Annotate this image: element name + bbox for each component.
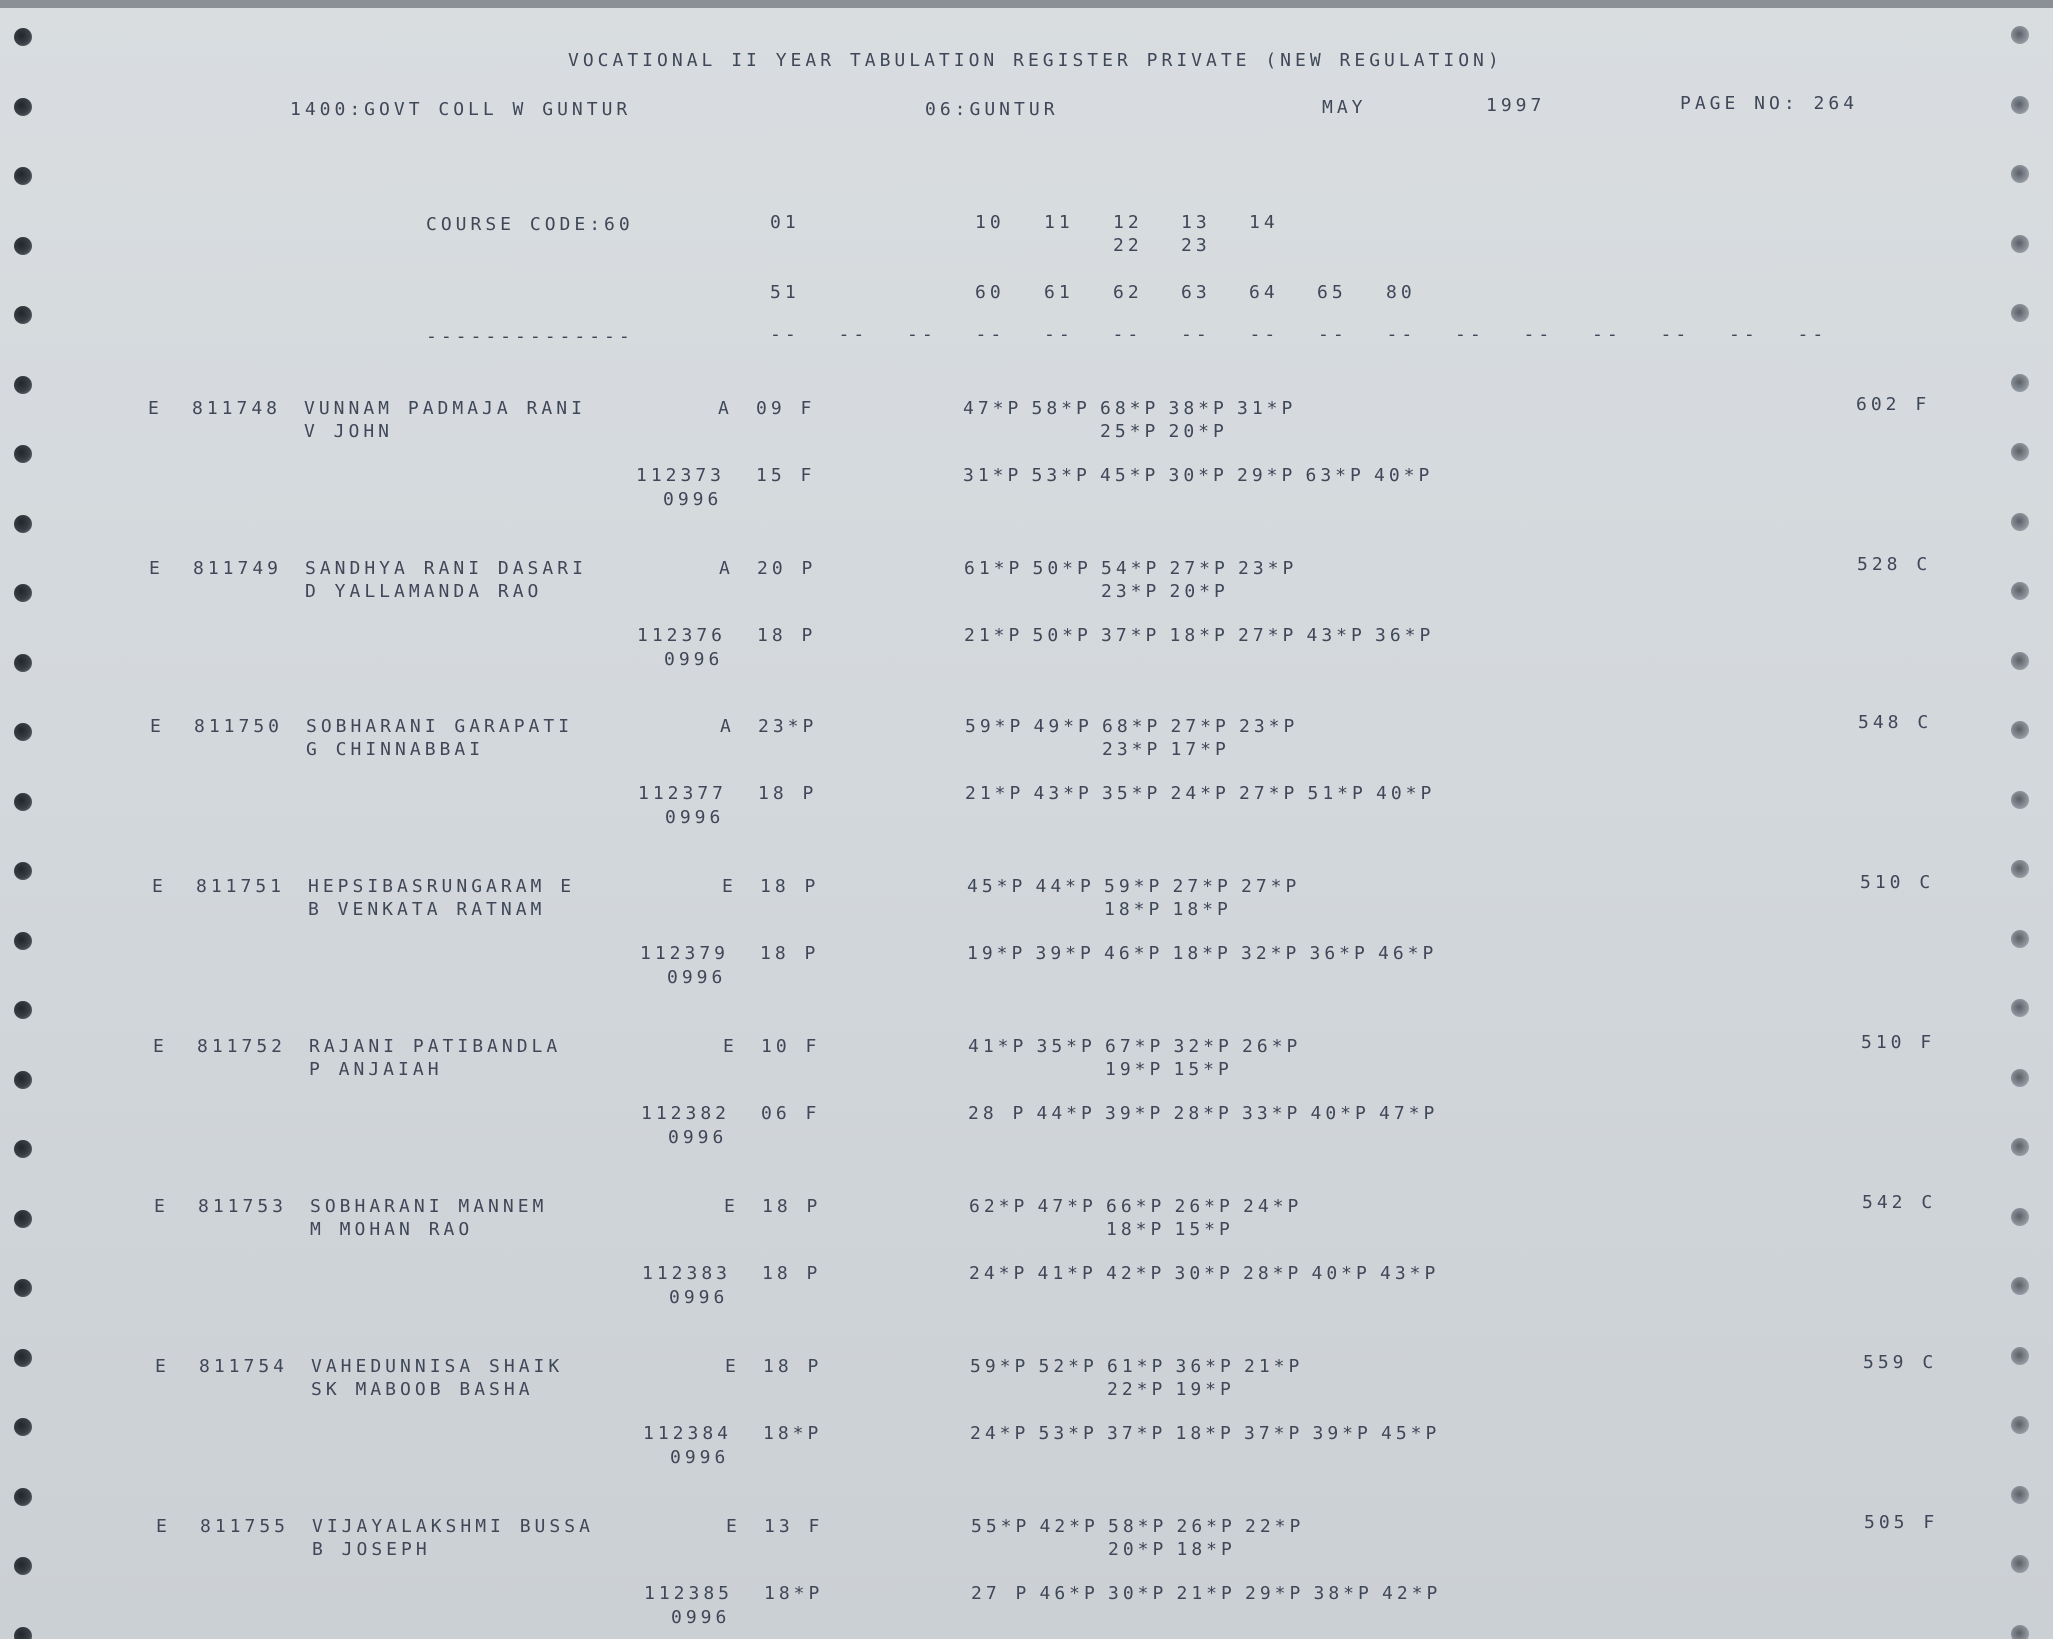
column-dash: -- bbox=[975, 324, 1006, 345]
subject-mark: 50*P bbox=[1032, 625, 1092, 646]
column-dash: -- bbox=[838, 324, 869, 345]
record-prefix: E bbox=[155, 1356, 170, 1377]
centre-code-sub: 0996 bbox=[664, 649, 724, 670]
feed-hole bbox=[14, 306, 32, 324]
grand-total: 559 C bbox=[1863, 1352, 1938, 1373]
subject-mark-sub: 20*P bbox=[1169, 581, 1229, 602]
subject-mark: 35*P bbox=[1102, 783, 1162, 804]
feed-hole bbox=[2011, 96, 2029, 114]
grand-total: 510 F bbox=[1861, 1032, 1936, 1053]
subject-code: 60 bbox=[975, 282, 1005, 303]
subject-mark: 40*P bbox=[1310, 1103, 1370, 1124]
centre-code: 112385 bbox=[644, 1583, 734, 1604]
subject-mark: 54*P bbox=[1101, 558, 1161, 579]
subject-mark: 19*P bbox=[967, 943, 1027, 964]
centre-code-sub: 0996 bbox=[667, 967, 727, 988]
centre-code-sub: 0996 bbox=[668, 1127, 728, 1148]
part1-marks: 10 F bbox=[761, 1036, 821, 1057]
subject-code: 11 bbox=[1044, 212, 1074, 233]
subject-mark-sub: 25*P bbox=[1100, 421, 1160, 442]
subject-mark-sub: 19*P bbox=[1175, 1379, 1235, 1400]
record-prefix: E bbox=[148, 398, 163, 419]
subject-mark-sub: 15*P bbox=[1173, 1059, 1233, 1080]
subject-mark-sub: 23*P bbox=[1102, 739, 1162, 760]
feed-hole bbox=[2011, 304, 2029, 322]
subject-mark: 66*P bbox=[1106, 1196, 1166, 1217]
subject-code: 61 bbox=[1044, 282, 1074, 303]
column-dash: -- bbox=[1729, 324, 1759, 345]
subject-mark: 61*P bbox=[964, 558, 1024, 579]
feed-hole bbox=[14, 1140, 32, 1158]
centre-code-sub: 0996 bbox=[665, 807, 725, 828]
column-dash: -- bbox=[1523, 324, 1554, 345]
feed-hole bbox=[14, 793, 32, 811]
subject-mark: 23*P bbox=[1238, 558, 1298, 579]
subject-mark: 59*P bbox=[965, 716, 1025, 737]
feed-hole bbox=[2011, 513, 2029, 531]
grand-total: 528 C bbox=[1857, 554, 1932, 575]
subject-mark: 22*P bbox=[1245, 1516, 1305, 1537]
grand-total: 602 F bbox=[1856, 394, 1931, 415]
feed-hole bbox=[14, 376, 32, 394]
subject-mark: 27*P bbox=[1172, 876, 1232, 897]
subject-mark: 46*P bbox=[1104, 943, 1164, 964]
centre-code-sub: 0996 bbox=[670, 1447, 730, 1468]
feed-hole bbox=[14, 584, 32, 602]
centre-code: 112379 bbox=[640, 943, 730, 964]
student-name: RAJANI PATIBANDLA bbox=[309, 1036, 562, 1057]
record-prefix: E bbox=[156, 1516, 171, 1537]
guardian-name: B VENKATA RATNAM bbox=[308, 899, 546, 920]
feed-hole bbox=[2011, 721, 2029, 739]
roll-number: 811751 bbox=[196, 876, 286, 897]
roll-number: 811755 bbox=[200, 1516, 290, 1537]
category: A bbox=[720, 716, 735, 737]
subject-mark: 24*P bbox=[969, 1263, 1029, 1284]
feed-hole bbox=[14, 1488, 32, 1506]
subject-mark: 37*P bbox=[1244, 1423, 1304, 1444]
record-prefix: E bbox=[152, 876, 167, 897]
feed-hole bbox=[14, 1557, 32, 1575]
subject-mark: 23*P bbox=[1239, 716, 1299, 737]
subject-mark: 21*P bbox=[1176, 1583, 1236, 1604]
roll-number: 811748 bbox=[192, 398, 282, 419]
subject-code: 14 bbox=[1249, 212, 1279, 233]
subject-mark: 68*P bbox=[1102, 716, 1162, 737]
subject-code: 63 bbox=[1181, 282, 1211, 303]
subject-mark: 43*P bbox=[1033, 783, 1093, 804]
feed-hole bbox=[14, 1210, 32, 1228]
record-prefix: E bbox=[153, 1036, 168, 1057]
subject-mark: 45*P bbox=[967, 876, 1027, 897]
roll-number: 811749 bbox=[193, 558, 283, 579]
category: E bbox=[724, 1196, 739, 1217]
subject-code: 64 bbox=[1249, 282, 1279, 303]
page-number: PAGE NO: 264 bbox=[1680, 93, 1859, 114]
subject-mark: 40*P bbox=[1374, 465, 1434, 486]
subject-mark-sub: 23*P bbox=[1101, 581, 1161, 602]
grand-total: 510 C bbox=[1860, 872, 1935, 893]
subject-mark: 30*P bbox=[1168, 465, 1228, 486]
subject-mark: 30*P bbox=[1174, 1263, 1234, 1284]
subject-mark: 40*P bbox=[1376, 783, 1436, 804]
centre-code: 112373 bbox=[636, 465, 726, 486]
subject-mark: 28*P bbox=[1173, 1103, 1233, 1124]
subject-mark: 32*P bbox=[1173, 1036, 1233, 1057]
subject-mark: 28*P bbox=[1243, 1263, 1303, 1284]
feed-hole bbox=[2011, 443, 2029, 461]
feed-hole bbox=[14, 98, 32, 116]
subject-mark: 35*P bbox=[1036, 1036, 1096, 1057]
roll-number: 811752 bbox=[197, 1036, 287, 1057]
feed-hole bbox=[14, 1001, 32, 1019]
subject-mark: 27*P bbox=[1238, 625, 1298, 646]
part2-marks: 18 P bbox=[762, 1263, 822, 1284]
subject-code: 65 bbox=[1317, 282, 1347, 303]
subject-mark: 63*P bbox=[1305, 465, 1365, 486]
feed-hole bbox=[2011, 1486, 2029, 1504]
grand-total: 542 C bbox=[1862, 1192, 1937, 1213]
roll-number: 811750 bbox=[194, 716, 284, 737]
subject-mark-sub: 20*P bbox=[1108, 1539, 1168, 1560]
feed-hole bbox=[2011, 1208, 2029, 1226]
subject-code-sub: 23 bbox=[1181, 235, 1211, 256]
subject-mark-sub: 18*P bbox=[1172, 899, 1232, 920]
subject-mark: 46*P bbox=[1039, 1583, 1099, 1604]
feed-hole bbox=[2011, 930, 2029, 948]
subject-mark: 30*P bbox=[1108, 1583, 1168, 1604]
centre-code: 112384 bbox=[643, 1423, 733, 1444]
district-name: 06:GUNTUR bbox=[925, 99, 1059, 120]
part1-marks: 18 P bbox=[760, 876, 820, 897]
subject-mark: 36*P bbox=[1175, 1356, 1235, 1377]
subject-mark: 18*P bbox=[1172, 943, 1232, 964]
subject-mark: 67*P bbox=[1105, 1036, 1165, 1057]
subject-mark: 27*P bbox=[1169, 558, 1229, 579]
subject-mark-sub: 18*P bbox=[1104, 899, 1164, 920]
student-name: VUNNAM PADMAJA RANI bbox=[304, 398, 586, 419]
student-name: SANDHYA RANI DASARI bbox=[305, 558, 587, 579]
subject-mark: 47*P bbox=[963, 398, 1023, 419]
subject-mark: 41*P bbox=[1037, 1263, 1097, 1284]
column-dash: -- bbox=[1112, 324, 1143, 345]
subject-mark: 21*P bbox=[1244, 1356, 1304, 1377]
subject-code: 62 bbox=[1113, 282, 1143, 303]
category: A bbox=[719, 558, 734, 579]
subject-mark: 61*P bbox=[1107, 1356, 1167, 1377]
subject-mark: 59*P bbox=[970, 1356, 1030, 1377]
part2-marks: 18 P bbox=[757, 625, 817, 646]
subject-mark: 36*P bbox=[1375, 625, 1435, 646]
subject-mark: 28 P bbox=[968, 1103, 1028, 1124]
subject-mark: 39*P bbox=[1035, 943, 1095, 964]
subject-mark: 52*P bbox=[1038, 1356, 1098, 1377]
subject-mark: 33*P bbox=[1242, 1103, 1302, 1124]
column-dash: -- bbox=[1797, 324, 1828, 345]
feed-hole bbox=[14, 1071, 32, 1089]
column-dash: -- bbox=[1455, 324, 1485, 345]
centre-code: 112383 bbox=[642, 1263, 732, 1284]
category: E bbox=[725, 1356, 740, 1377]
course-code: COURSE CODE:60 bbox=[426, 214, 634, 235]
grand-total: 505 F bbox=[1864, 1512, 1939, 1533]
feed-hole bbox=[14, 445, 32, 463]
exam-year: 1997 bbox=[1486, 95, 1546, 116]
subject-mark-sub: 17*P bbox=[1170, 739, 1230, 760]
feed-hole bbox=[14, 1349, 32, 1367]
part2-marks: 15 F bbox=[756, 465, 816, 486]
feed-hole bbox=[14, 28, 32, 46]
subject-mark: 21*P bbox=[965, 783, 1025, 804]
subject-mark: 53*P bbox=[1038, 1423, 1098, 1444]
part1-marks: 13 F bbox=[764, 1516, 824, 1537]
centre-code-sub: 0996 bbox=[671, 1607, 731, 1628]
subject-mark: 39*P bbox=[1105, 1103, 1165, 1124]
column-dash: -- bbox=[907, 324, 937, 345]
subject-mark: 26*P bbox=[1242, 1036, 1302, 1057]
feed-hole bbox=[14, 723, 32, 741]
feed-hole bbox=[14, 1418, 32, 1436]
subject-mark: 43*P bbox=[1380, 1263, 1440, 1284]
subject-mark-sub: 20*P bbox=[1168, 421, 1228, 442]
subject-mark: 47*P bbox=[1037, 1196, 1097, 1217]
subject-mark: 27 P bbox=[971, 1583, 1031, 1604]
feed-hole bbox=[14, 515, 32, 533]
centre-code-sub: 0996 bbox=[669, 1287, 729, 1308]
part2-marks: 18 P bbox=[760, 943, 820, 964]
subject-mark: 45*P bbox=[1100, 465, 1160, 486]
subject-mark: 31*P bbox=[963, 465, 1023, 486]
feed-hole bbox=[14, 1627, 32, 1639]
college-name: 1400:GOVT COLL W GUNTUR bbox=[290, 99, 632, 120]
student-name: VIJAYALAKSHMI BUSSA bbox=[312, 1516, 594, 1537]
subject-code: 10 bbox=[975, 212, 1005, 233]
subject-mark: 55*P bbox=[971, 1516, 1031, 1537]
subject-mark-sub: 19*P bbox=[1105, 1059, 1165, 1080]
column-dash: -- bbox=[1660, 324, 1691, 345]
subject-mark: 38*P bbox=[1168, 398, 1228, 419]
subject-mark: 42*P bbox=[1039, 1516, 1099, 1537]
subject-code: 12 bbox=[1113, 212, 1143, 233]
tractor-feed-holes-left bbox=[0, 0, 40, 1639]
subject-code: 01 bbox=[770, 212, 800, 233]
subject-code: 13 bbox=[1181, 212, 1211, 233]
subject-mark: 43*P bbox=[1306, 625, 1366, 646]
guardian-name: M MOHAN RAO bbox=[310, 1219, 474, 1240]
student-name: HEPSIBASRUNGARAM E bbox=[308, 876, 576, 897]
subject-mark: 41*P bbox=[968, 1036, 1028, 1057]
column-dash: -- bbox=[1318, 324, 1348, 345]
tractor-feed-holes-right bbox=[2000, 0, 2040, 1639]
record-prefix: E bbox=[150, 716, 165, 737]
subject-mark-sub: 15*P bbox=[1174, 1219, 1234, 1240]
feed-hole bbox=[2011, 1555, 2029, 1573]
column-dash: -- bbox=[1592, 324, 1622, 345]
category: E bbox=[726, 1516, 741, 1537]
part1-marks: 18 P bbox=[763, 1356, 823, 1377]
subject-mark: 62*P bbox=[969, 1196, 1029, 1217]
guardian-name: B JOSEPH bbox=[312, 1539, 431, 1560]
guardian-name: V JOHN bbox=[304, 421, 394, 442]
subject-mark: 24*P bbox=[1243, 1196, 1303, 1217]
subject-mark: 42*P bbox=[1382, 1583, 1442, 1604]
subject-mark-sub: 18*P bbox=[1176, 1539, 1236, 1560]
column-dash: -- bbox=[1181, 324, 1211, 345]
category: E bbox=[722, 876, 737, 897]
column-dash: -- bbox=[770, 324, 800, 345]
feed-hole bbox=[2011, 1069, 2029, 1087]
feed-hole bbox=[2011, 374, 2029, 392]
subject-mark: 49*P bbox=[1033, 716, 1093, 737]
subject-mark: 68*P bbox=[1100, 398, 1160, 419]
feed-hole bbox=[2011, 26, 2029, 44]
subject-mark: 53*P bbox=[1031, 465, 1091, 486]
guardian-name: D YALLAMANDA RAO bbox=[305, 581, 543, 602]
subject-mark: 27*P bbox=[1239, 783, 1299, 804]
subject-mark: 46*P bbox=[1378, 943, 1438, 964]
feed-hole bbox=[2011, 235, 2029, 253]
report-title: VOCATIONAL II YEAR TABULATION REGISTER PRIVATE (NEW REGULATION) bbox=[568, 50, 1503, 71]
student-name: SOBHARANI MANNEM bbox=[310, 1196, 548, 1217]
subject-mark: 58*P bbox=[1108, 1516, 1168, 1537]
part1-marks: 23*P bbox=[758, 716, 818, 737]
subject-mark: 27*P bbox=[1241, 876, 1301, 897]
centre-code-sub: 0996 bbox=[663, 489, 723, 510]
centre-code: 112377 bbox=[638, 783, 728, 804]
feed-hole bbox=[14, 862, 32, 880]
subject-code: 51 bbox=[770, 282, 800, 303]
roll-number: 811754 bbox=[199, 1356, 289, 1377]
category: A bbox=[718, 398, 733, 419]
roll-number: 811753 bbox=[198, 1196, 288, 1217]
record-prefix: E bbox=[154, 1196, 169, 1217]
centre-code: 112376 bbox=[637, 625, 727, 646]
feed-hole bbox=[2011, 999, 2029, 1017]
subject-mark: 32*P bbox=[1241, 943, 1301, 964]
subject-code: 80 bbox=[1386, 282, 1416, 303]
subject-mark: 21*P bbox=[964, 625, 1024, 646]
feed-hole bbox=[2011, 860, 2029, 878]
subject-mark: 45*P bbox=[1381, 1423, 1441, 1444]
record-prefix: E bbox=[149, 558, 164, 579]
part2-marks: 06 F bbox=[761, 1103, 821, 1124]
subject-mark: 50*P bbox=[1032, 558, 1092, 579]
subject-mark-sub: 22*P bbox=[1107, 1379, 1167, 1400]
subject-mark: 26*P bbox=[1176, 1516, 1236, 1537]
subject-mark: 31*P bbox=[1237, 398, 1297, 419]
part1-marks: 09 F bbox=[756, 398, 816, 419]
part2-marks: 18*P bbox=[764, 1583, 824, 1604]
feed-hole bbox=[14, 237, 32, 255]
grand-total: 548 C bbox=[1858, 712, 1933, 733]
subject-mark: 37*P bbox=[1107, 1423, 1167, 1444]
course-code-underline: -------------- bbox=[426, 326, 634, 347]
feed-hole bbox=[2011, 1625, 2029, 1639]
part1-marks: 20 P bbox=[757, 558, 817, 579]
column-dash: -- bbox=[1249, 324, 1280, 345]
student-name: VAHEDUNNISA SHAIK bbox=[311, 1356, 564, 1377]
student-name: SOBHARANI GARAPATI bbox=[306, 716, 574, 737]
exam-month: MAY bbox=[1322, 97, 1367, 118]
feed-hole bbox=[14, 654, 32, 672]
subject-mark: 24*P bbox=[970, 1423, 1030, 1444]
feed-hole bbox=[2011, 1347, 2029, 1365]
subject-code-sub: 22 bbox=[1113, 235, 1143, 256]
feed-hole bbox=[2011, 165, 2029, 183]
guardian-name: G CHINNABBAI bbox=[306, 739, 485, 760]
feed-hole bbox=[2011, 1138, 2029, 1156]
feed-hole bbox=[2011, 582, 2029, 600]
subject-mark: 39*P bbox=[1312, 1423, 1372, 1444]
paper-top-edge bbox=[0, 0, 2053, 8]
feed-hole bbox=[2011, 1416, 2029, 1434]
subject-mark: 36*P bbox=[1309, 943, 1369, 964]
subject-mark: 24*P bbox=[1170, 783, 1230, 804]
subject-mark: 18*P bbox=[1175, 1423, 1235, 1444]
centre-code: 112382 bbox=[641, 1103, 731, 1124]
subject-mark: 51*P bbox=[1307, 783, 1367, 804]
feed-hole bbox=[2011, 652, 2029, 670]
feed-hole bbox=[2011, 791, 2029, 809]
subject-mark: 58*P bbox=[1031, 398, 1091, 419]
subject-mark: 29*P bbox=[1237, 465, 1297, 486]
feed-hole bbox=[14, 1279, 32, 1297]
subject-mark: 42*P bbox=[1106, 1263, 1166, 1284]
subject-mark: 59*P bbox=[1104, 876, 1164, 897]
subject-mark: 40*P bbox=[1311, 1263, 1371, 1284]
feed-hole bbox=[2011, 1277, 2029, 1295]
guardian-name: P ANJAIAH bbox=[309, 1059, 443, 1080]
part1-marks: 18 P bbox=[762, 1196, 822, 1217]
feed-hole bbox=[14, 932, 32, 950]
subject-mark: 47*P bbox=[1379, 1103, 1439, 1124]
subject-mark-sub: 18*P bbox=[1106, 1219, 1166, 1240]
guardian-name: SK MABOOB BASHA bbox=[311, 1379, 534, 1400]
column-dash: -- bbox=[1044, 324, 1074, 345]
subject-mark: 27*P bbox=[1170, 716, 1230, 737]
feed-hole bbox=[14, 167, 32, 185]
subject-mark: 38*P bbox=[1313, 1583, 1373, 1604]
category: E bbox=[723, 1036, 738, 1057]
part2-marks: 18 P bbox=[758, 783, 818, 804]
subject-mark: 37*P bbox=[1101, 625, 1161, 646]
subject-mark: 44*P bbox=[1036, 1103, 1096, 1124]
subject-mark: 18*P bbox=[1169, 625, 1229, 646]
subject-mark: 29*P bbox=[1245, 1583, 1305, 1604]
column-dash: -- bbox=[1386, 324, 1417, 345]
part2-marks: 18*P bbox=[763, 1423, 823, 1444]
subject-mark: 26*P bbox=[1174, 1196, 1234, 1217]
subject-mark: 44*P bbox=[1035, 876, 1095, 897]
